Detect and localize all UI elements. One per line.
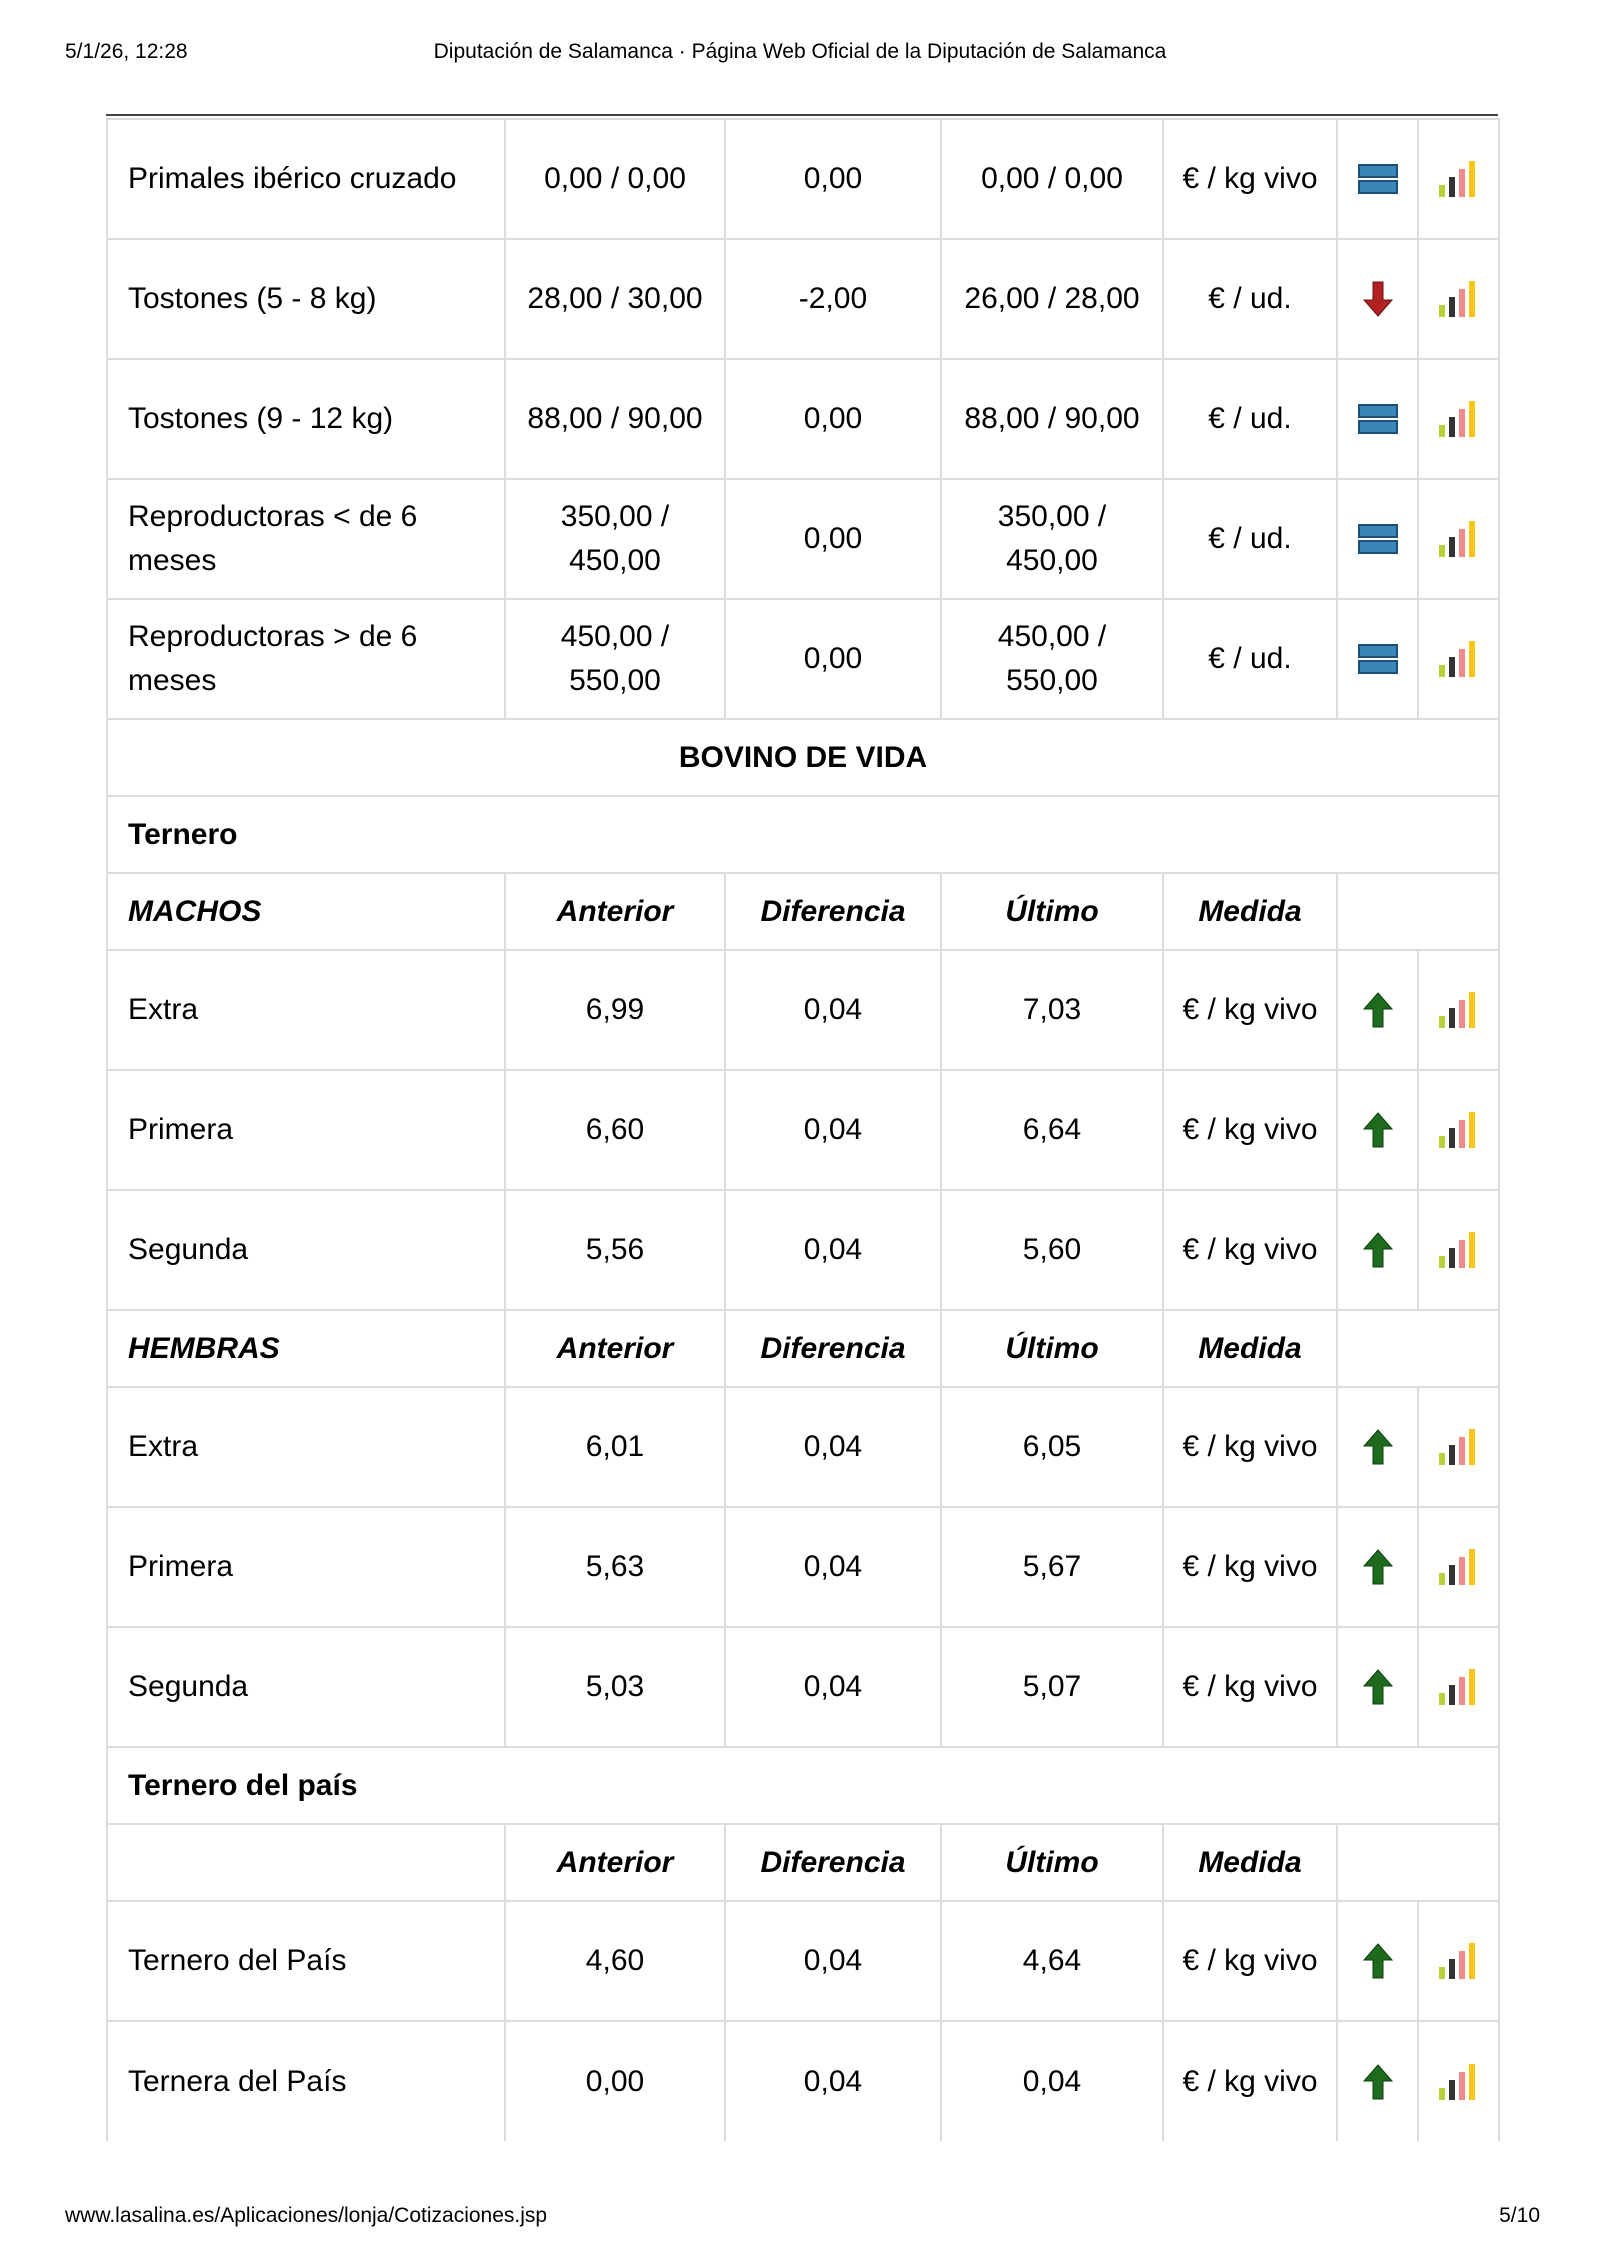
column-header-empty: [1337, 1310, 1499, 1387]
column-header-category: MACHOS: [107, 873, 505, 950]
ultimo-value: 4,64: [941, 1901, 1163, 2021]
medida-value: € / kg vivo: [1163, 1190, 1337, 1310]
product-name: Ternero del País: [107, 1901, 505, 2021]
anterior-value: 350,00 / 450,00: [505, 479, 725, 599]
column-header-row: [107, 1824, 1499, 1901]
medida-value: € / kg vivo: [1163, 2021, 1337, 2141]
product-name: Segunda: [107, 1627, 505, 1747]
diferencia-value: 0,00: [725, 359, 941, 479]
column-header-empty: [1337, 1824, 1499, 1901]
price-history-chart-icon[interactable]: [1418, 1387, 1499, 1507]
product-name: Primera: [107, 1507, 505, 1627]
medida-value: € / kg vivo: [1163, 119, 1337, 239]
down-arrow-icon: [1337, 239, 1418, 359]
medida-value: € / ud.: [1163, 599, 1337, 719]
anterior-value: 0,00: [505, 2021, 725, 2141]
column-header-ultimo: Último: [941, 873, 1163, 950]
medida-value: € / kg vivo: [1163, 1070, 1337, 1190]
anterior-value: 6,01: [505, 1387, 725, 1507]
table-row: [107, 359, 1499, 479]
table-row: [107, 479, 1499, 599]
price-history-chart-icon[interactable]: [1418, 1627, 1499, 1747]
price-history-chart-icon[interactable]: [1418, 359, 1499, 479]
column-header-medida: Medida: [1163, 1824, 1337, 1901]
print-date: 5/1/26, 12:28: [65, 40, 188, 63]
ultimo-value: 26,00 / 28,00: [941, 239, 1163, 359]
anterior-value: 28,00 / 30,00: [505, 239, 725, 359]
up-arrow-icon: [1337, 1507, 1418, 1627]
column-header-anterior: Anterior: [505, 873, 725, 950]
price-history-chart-icon[interactable]: [1418, 2021, 1499, 2141]
diferencia-value: 0,00: [725, 599, 941, 719]
diferencia-value: 0,00: [725, 479, 941, 599]
product-name: Primales ibérico cruzado: [107, 119, 505, 239]
section-title: BOVINO DE VIDA: [107, 719, 1499, 796]
column-header-row: [107, 1310, 1499, 1387]
section-header-row: [107, 719, 1499, 796]
ultimo-value: 6,64: [941, 1070, 1163, 1190]
ultimo-value: 6,05: [941, 1387, 1163, 1507]
medida-value: € / kg vivo: [1163, 1387, 1337, 1507]
column-header-diferencia: Diferencia: [725, 873, 941, 950]
medida-value: € / ud.: [1163, 359, 1337, 479]
ultimo-value: 350,00 / 450,00: [941, 479, 1163, 599]
product-name: Tostones (5 - 8 kg): [107, 239, 505, 359]
table-row: [107, 1627, 1499, 1747]
diferencia-value: 0,00: [725, 119, 941, 239]
product-name: Extra: [107, 1387, 505, 1507]
price-history-chart-icon[interactable]: [1418, 479, 1499, 599]
diferencia-value: 0,04: [725, 1901, 941, 2021]
product-name: Tostones (9 - 12 kg): [107, 359, 505, 479]
equal-icon: [1337, 599, 1418, 719]
price-history-chart-icon[interactable]: [1418, 119, 1499, 239]
medida-value: € / kg vivo: [1163, 1901, 1337, 2021]
anterior-value: 6,60: [505, 1070, 725, 1190]
product-name: Reproductoras < de 6 meses: [107, 479, 505, 599]
table-top-rule: [106, 114, 1498, 116]
column-header-diferencia: Diferencia: [725, 1310, 941, 1387]
anterior-value: 450,00 / 550,00: [505, 599, 725, 719]
ultimo-value: 0,04: [941, 2021, 1163, 2141]
column-header-category: [107, 1824, 505, 1901]
column-header-category: HEMBRAS: [107, 1310, 505, 1387]
up-arrow-icon: [1337, 950, 1418, 1070]
diferencia-value: 0,04: [725, 1387, 941, 1507]
anterior-value: 4,60: [505, 1901, 725, 2021]
product-name: Reproductoras > de 6 meses: [107, 599, 505, 719]
table-row: [107, 1070, 1499, 1190]
print-page-title: Diputación de Salamanca · Página Web Oficial de la Diputación de Salamanca: [433, 40, 1167, 63]
table-row: [107, 1507, 1499, 1627]
diferencia-value: 0,04: [725, 1627, 941, 1747]
column-header-ultimo: Último: [941, 1310, 1163, 1387]
product-name: Segunda: [107, 1190, 505, 1310]
anterior-value: 5,03: [505, 1627, 725, 1747]
medida-value: € / kg vivo: [1163, 1627, 1337, 1747]
table-row: [107, 119, 1499, 239]
diferencia-value: 0,04: [725, 1190, 941, 1310]
equal-icon: [1337, 119, 1418, 239]
ultimo-value: 7,03: [941, 950, 1163, 1070]
anterior-value: 6,99: [505, 950, 725, 1070]
medida-value: € / kg vivo: [1163, 1507, 1337, 1627]
up-arrow-icon: [1337, 2021, 1418, 2141]
anterior-value: 5,56: [505, 1190, 725, 1310]
up-arrow-icon: [1337, 1901, 1418, 2021]
price-history-chart-icon[interactable]: [1418, 599, 1499, 719]
equal-icon: [1337, 359, 1418, 479]
table-row: [107, 1901, 1499, 2021]
diferencia-value: 0,04: [725, 950, 941, 1070]
equal-icon: [1337, 479, 1418, 599]
ultimo-value: 5,07: [941, 1627, 1163, 1747]
column-header-medida: Medida: [1163, 873, 1337, 950]
product-name: Primera: [107, 1070, 505, 1190]
table-row: [107, 1190, 1499, 1310]
column-header-diferencia: Diferencia: [725, 1824, 941, 1901]
diferencia-value: 0,04: [725, 2021, 941, 2141]
column-header-row: [107, 873, 1499, 950]
page-number: 5/10: [1499, 2204, 1540, 2227]
table-row: [107, 239, 1499, 359]
column-header-anterior: Anterior: [505, 1310, 725, 1387]
anterior-value: 88,00 / 90,00: [505, 359, 725, 479]
column-header-medida: Medida: [1163, 1310, 1337, 1387]
print-url: www.lasalina.es/Aplicaciones/lonja/Cotizaciones.jsp: [65, 2204, 548, 2227]
column-header-anterior: Anterior: [505, 1824, 725, 1901]
up-arrow-icon: [1337, 1070, 1418, 1190]
price-history-chart-icon[interactable]: [1418, 950, 1499, 1070]
ultimo-value: 5,60: [941, 1190, 1163, 1310]
ultimo-value: 5,67: [941, 1507, 1163, 1627]
table-row: [107, 950, 1499, 1070]
price-history-chart-icon[interactable]: [1418, 1190, 1499, 1310]
column-header-ultimo: Último: [941, 1824, 1163, 1901]
table-row: [107, 2021, 1499, 2141]
product-name: Extra: [107, 950, 505, 1070]
table-row: [107, 1387, 1499, 1507]
group-title: Ternero del país: [107, 1747, 1499, 1824]
price-history-chart-icon[interactable]: [1418, 239, 1499, 359]
price-history-chart-icon[interactable]: [1418, 1901, 1499, 2021]
up-arrow-icon: [1337, 1387, 1418, 1507]
ultimo-value: 0,00 / 0,00: [941, 119, 1163, 239]
medida-value: € / ud.: [1163, 239, 1337, 359]
column-header-empty: [1337, 873, 1499, 950]
diferencia-value: 0,04: [725, 1507, 941, 1627]
anterior-value: 0,00 / 0,00: [505, 119, 725, 239]
group-title: Ternero: [107, 796, 1499, 873]
up-arrow-icon: [1337, 1190, 1418, 1310]
price-history-chart-icon[interactable]: [1418, 1070, 1499, 1190]
ultimo-value: 88,00 / 90,00: [941, 359, 1163, 479]
diferencia-value: 0,04: [725, 1070, 941, 1190]
price-history-chart-icon[interactable]: [1418, 1507, 1499, 1627]
diferencia-value: -2,00: [725, 239, 941, 359]
up-arrow-icon: [1337, 1627, 1418, 1747]
ultimo-value: 450,00 / 550,00: [941, 599, 1163, 719]
table-row: [107, 599, 1499, 719]
product-name: Ternera del País: [107, 2021, 505, 2141]
medida-value: € / ud.: [1163, 479, 1337, 599]
quotes-table: [106, 118, 1500, 2141]
anterior-value: 5,63: [505, 1507, 725, 1627]
medida-value: € / kg vivo: [1163, 950, 1337, 1070]
group-header-row: [107, 796, 1499, 873]
group-header-row: [107, 1747, 1499, 1824]
